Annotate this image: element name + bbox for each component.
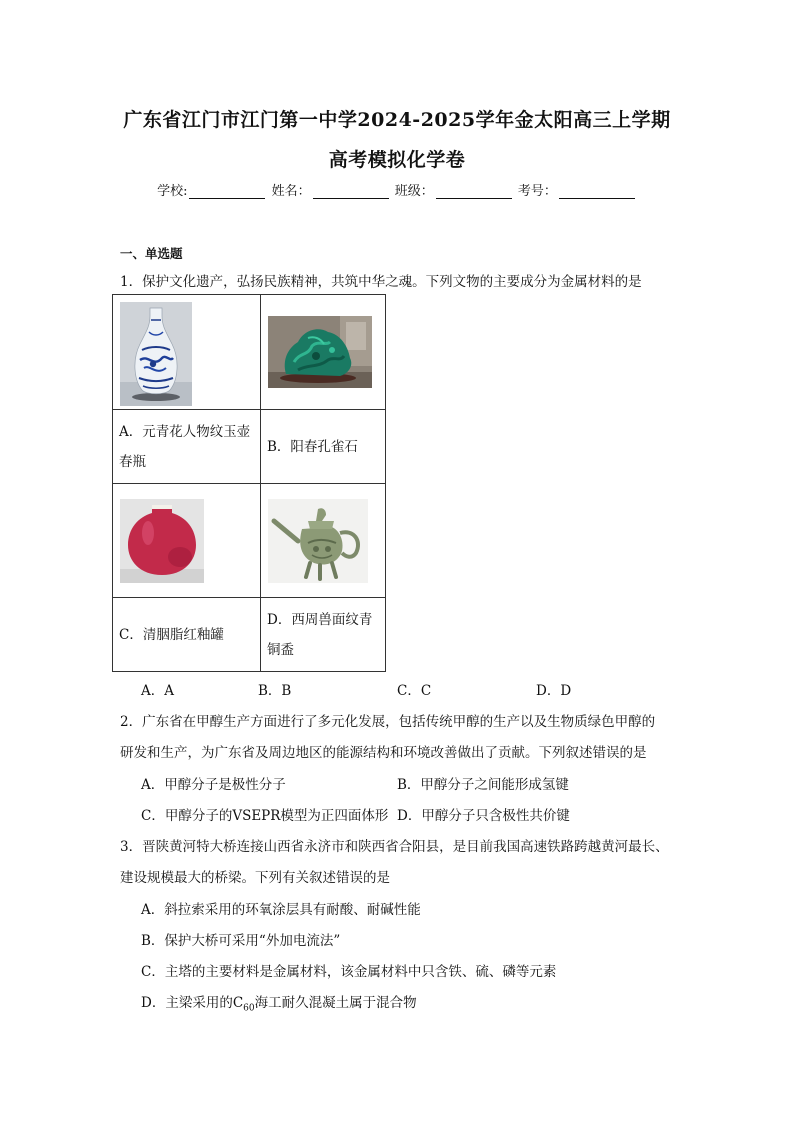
- blue-white-porcelain-vase-image: [120, 302, 192, 406]
- q1-stem: 1．保护文化遗产，弘扬民族精神，共筑中华之魂。下列文物的主要成分为金属材料的是: [120, 274, 642, 290]
- q1-option-c[interactable]: C．C: [397, 683, 432, 699]
- exam-number-blank[interactable]: [559, 186, 635, 199]
- option-b-label: B．阳春孔雀石: [267, 438, 358, 455]
- bronze-vessel-image: [268, 499, 368, 583]
- title-line-2: 高考模拟化学卷: [328, 149, 466, 171]
- q3-option-c[interactable]: C．主塔的主要材料是金属材料，该金属材料中只含铁、硫、磷等元素: [141, 964, 557, 980]
- q3-option-a[interactable]: A．斜拉索采用的环氧涂层具有耐酸、耐碱性能: [141, 902, 421, 918]
- q3-option-d[interactable]: D．主梁采用的$C_{60}$海工耐久混凝土属于混合物: [141, 995, 417, 1014]
- cell-b-label: [261, 410, 386, 484]
- student-info-row: [0, 180, 794, 199]
- malachite-stone-image: [268, 316, 372, 388]
- section-heading: 一、单选题: [120, 246, 183, 261]
- q2-option-d[interactable]: D．甲醇分子只含极性共价键: [397, 808, 570, 824]
- cell-a-image: [113, 295, 261, 410]
- cell-c-image: [113, 484, 261, 598]
- q2-option-a[interactable]: A．甲醇分子是极性分子: [141, 777, 286, 793]
- rouge-red-glazed-jar-image: [120, 499, 204, 583]
- q3-option-b[interactable]: B．保护大桥可采用“外加电流法”: [141, 933, 341, 949]
- school-field: 学校:: [157, 180, 267, 199]
- cell-c-label: [113, 598, 261, 672]
- cell-a-label: [113, 410, 261, 484]
- exam-number-field: 考号：: [518, 180, 637, 199]
- q1-option-a[interactable]: A．A: [141, 683, 174, 699]
- q2-option-c[interactable]: C．甲醇分子的VSEPR模型为正四面体形: [141, 808, 389, 824]
- cell-b-image: [261, 295, 386, 410]
- title-line-1: 广东省江门市江门第一中学2024-2025学年金太阳高三上学期: [123, 109, 671, 131]
- cell-d-image: [261, 484, 386, 598]
- class-field: 班级：: [395, 180, 514, 199]
- q1-image-table: [112, 294, 386, 672]
- name-field: 姓名：: [272, 180, 391, 199]
- cell-d-label: [261, 598, 386, 672]
- option-d-label-line1: D．西周兽面纹青: [267, 611, 373, 628]
- option-a-label-line1: A．元青花人物纹玉壶: [119, 423, 251, 440]
- school-blank[interactable]: [189, 186, 265, 199]
- option-d-label-line2: 铜盉: [267, 641, 294, 658]
- option-c-label: C．清胭脂红釉罐: [119, 626, 224, 643]
- q1-option-d[interactable]: D．D: [536, 683, 572, 699]
- class-blank[interactable]: [436, 186, 512, 199]
- q2-option-b[interactable]: B．甲醇分子之间能形成氢键: [397, 777, 569, 793]
- q3-stem-line1: 3．晋陕黄河特大桥连接山西省永济市和陕西省合阳县，是目前我国高速铁路跨越黄河最长、: [120, 839, 669, 855]
- q3-stem-line2: 建设规模最大的桥梁。下列有关叙述错误的是: [120, 870, 390, 886]
- q2-stem-line2: 研发和生产，为广东省及周边地区的能源结构和环境改善做出了贡献。下列叙述错误的是: [120, 745, 647, 761]
- q2-stem-line1: 2．广东省在甲醇生产方面进行了多元化发展，包括传统甲醇的生产以及生物质绿色甲醇的: [120, 714, 656, 730]
- name-blank[interactable]: [313, 186, 389, 199]
- option-a-label-line2: 春瓶: [119, 453, 146, 470]
- q1-option-b[interactable]: B．B: [258, 683, 292, 699]
